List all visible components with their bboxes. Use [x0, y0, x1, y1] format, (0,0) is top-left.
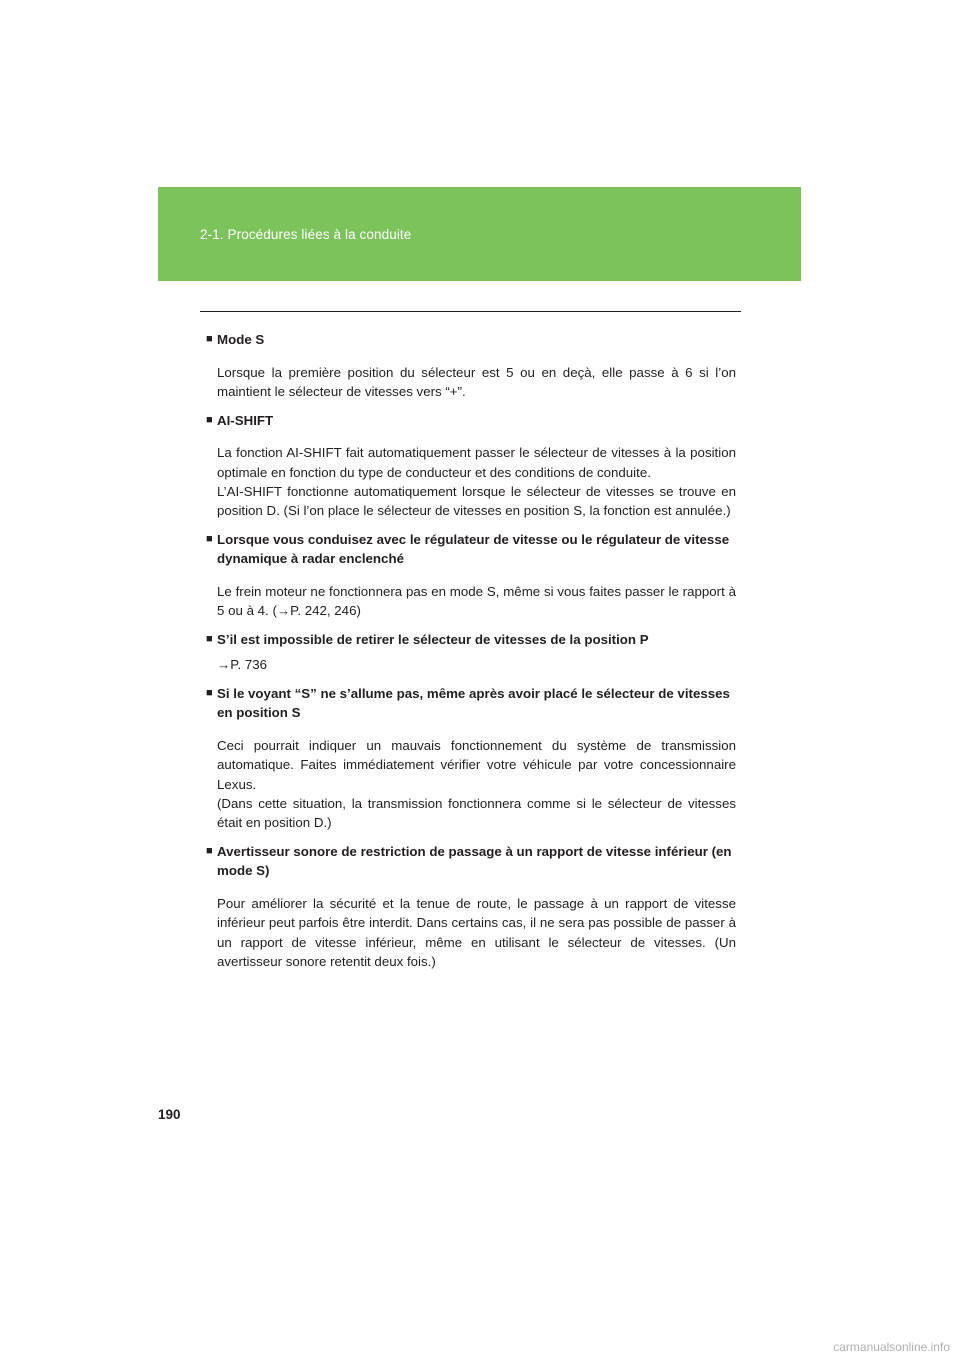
section-s-indicator: [206, 684, 736, 833]
section-downshift-buzzer: [206, 842, 736, 972]
square-bullet-icon: ■: [206, 413, 213, 426]
paragraph: L’AI-SHIFT fonctionne automatiquement lorsque le sélecteur de vitesses se trouve en position D. (Si l’on place le sélecteur de vitesses en position S, la fonction est annulée.): [217, 484, 736, 519]
section-heading: ■ S’il est impossible de retirer le sélecteur de vitesses de la position P: [206, 630, 736, 649]
section-heading: ■ Si le voyant “S” ne s’allume pas, même après avoir placé le sélecteur de vitesses en position S: [206, 684, 736, 723]
chapter-title: 2-1. Procédures liées à la conduite: [200, 227, 412, 242]
paragraph: Lorsque la première position du sélecteur est 5 ou en deçà, elle passe à 6 si l’on maintient le sélecteur de vitesses vers “+”.: [217, 364, 736, 400]
section-cruise-control: [206, 530, 736, 621]
paragraph: Le frein moteur ne fonctionnera pas en mode S, même si vous faites passer le rapport à 5 ou à 4. (→P. 242, 246): [217, 583, 736, 619]
section-heading: ■ AI-SHIFT: [206, 411, 736, 430]
square-bullet-icon: ■: [206, 686, 213, 699]
square-bullet-icon: ■: [206, 632, 213, 645]
section-mode-s: [206, 330, 736, 402]
square-bullet-icon: ■: [206, 333, 213, 345]
section-heading: ■ Mode S: [206, 330, 736, 349]
paragraph: Pour améliorer la sécurité et la tenue de route, le passage à un rapport de vitesse inférieur peut parfois être interdit. Dans certains cas, il ne sera pas possible de passer à un rapport de vitesse inférieur, même en utilisant le sélecteur de vitesses. (Un avertisseur sonore retentit deux fois.): [217, 895, 736, 970]
section-ai-shift: [206, 411, 736, 521]
page-number: 190: [158, 1107, 181, 1122]
section-divider: [200, 311, 741, 312]
page-content: [206, 330, 736, 980]
page-reference: →P. 736: [217, 657, 268, 673]
watermark: carmanualsonline.info: [833, 1340, 950, 1354]
section-shift-lever-p: [206, 630, 736, 675]
square-bullet-icon: ■: [206, 532, 213, 545]
section-heading: ■ Lorsque vous conduisez avec le régulateur de vitesse ou le régulateur de vitesse dynamique à radar enclenché: [206, 530, 736, 569]
header-band: [158, 187, 801, 281]
paragraph: Ceci pourrait indiquer un mauvais fonctionnement du système de transmission automatique. Faites immédiatement vérifier votre véhicule par votre concessionnaire Lexus.: [217, 737, 736, 792]
section-heading: ■ Avertisseur sonore de restriction de passage à un rapport de vitesse inférieur (en mode S): [206, 842, 736, 881]
paragraph: La fonction AI-SHIFT fait automatiquement passer le sélecteur de vitesses à la position optimale en fonction du type de conducteur et des conditions de conduite.: [217, 445, 736, 480]
paragraph: (Dans cette situation, la transmission fonctionnera comme si le sélecteur de vitesses était en position D.): [217, 795, 736, 831]
square-bullet-icon: ■: [206, 844, 213, 857]
